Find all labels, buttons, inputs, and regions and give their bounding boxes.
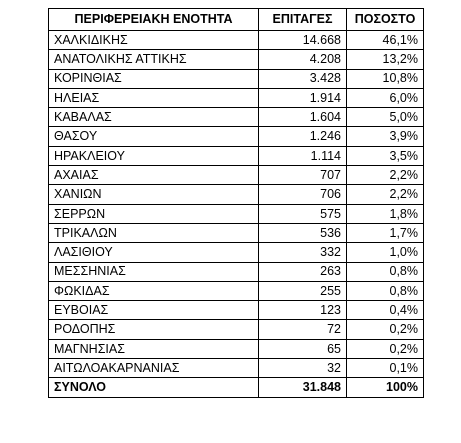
table-row	[49, 166, 424, 185]
table-row	[49, 185, 424, 204]
count-cell: 72	[259, 320, 347, 339]
total-row	[49, 378, 424, 397]
percent-cell: 1,7%	[347, 223, 424, 242]
total-percent: 100%	[347, 378, 424, 397]
table-row	[49, 262, 424, 281]
table-row	[49, 359, 424, 378]
region-cell: ΛΑΣΙΘΙΟΥ	[49, 243, 259, 262]
table-row	[49, 88, 424, 107]
count-cell: 1.114	[259, 146, 347, 165]
count-cell: 575	[259, 204, 347, 223]
count-cell: 123	[259, 301, 347, 320]
table-row	[49, 31, 424, 50]
table-row	[49, 108, 424, 127]
percent-cell: 1,8%	[347, 204, 424, 223]
region-cell: ΗΛΕΙΑΣ	[49, 88, 259, 107]
region-cell: ΡΟΔΟΠΗΣ	[49, 320, 259, 339]
table-row	[49, 50, 424, 69]
percent-cell: 0,8%	[347, 262, 424, 281]
table-row	[49, 69, 424, 88]
count-cell: 263	[259, 262, 347, 281]
count-cell: 14.668	[259, 31, 347, 50]
percent-cell: 0,2%	[347, 320, 424, 339]
region-cell: ΦΩΚΙΔΑΣ	[49, 281, 259, 300]
table-row	[49, 223, 424, 242]
percent-cell: 10,8%	[347, 69, 424, 88]
percent-cell: 6,0%	[347, 88, 424, 107]
table-row	[49, 243, 424, 262]
data-table	[48, 8, 424, 398]
region-cell: ΑΝΑΤΟΛΙΚΗΣ ΑΤΤΙΚΗΣ	[49, 50, 259, 69]
count-cell: 3.428	[259, 69, 347, 88]
percent-cell: 46,1%	[347, 31, 424, 50]
count-cell: 65	[259, 339, 347, 358]
percent-cell: 1,0%	[347, 243, 424, 262]
percent-cell: 0,2%	[347, 339, 424, 358]
region-cell: ΤΡΙΚΑΛΩΝ	[49, 223, 259, 242]
table-row	[49, 301, 424, 320]
total-label: ΣΥΝΟΛΟ	[49, 378, 259, 397]
count-cell: 707	[259, 166, 347, 185]
percent-cell: 0,4%	[347, 301, 424, 320]
count-cell: 1.246	[259, 127, 347, 146]
count-cell: 255	[259, 281, 347, 300]
count-cell: 32	[259, 359, 347, 378]
region-cell: ΣΕΡΡΩΝ	[49, 204, 259, 223]
region-cell: ΚΟΡΙΝΘΙΑΣ	[49, 69, 259, 88]
region-cell: ΜΕΣΣΗΝΙΑΣ	[49, 262, 259, 281]
count-cell: 332	[259, 243, 347, 262]
header-region: ΠΕΡΙΦΕΡΕΙΑΚΗ ΕΝΟΤΗΤΑ	[49, 9, 259, 31]
region-cell: ΗΡΑΚΛΕΙΟΥ	[49, 146, 259, 165]
percent-cell: 0,8%	[347, 281, 424, 300]
percent-cell: 13,2%	[347, 50, 424, 69]
count-cell: 706	[259, 185, 347, 204]
region-cell: ΑΙΤΩΛΟΑΚΑΡΝΑΝΙΑΣ	[49, 359, 259, 378]
percent-cell: 3,9%	[347, 127, 424, 146]
count-cell: 1.914	[259, 88, 347, 107]
header-percent: ΠΟΣΟΣΤΟ	[347, 9, 424, 31]
table-row	[49, 320, 424, 339]
region-cell: ΑΧΑΙΑΣ	[49, 166, 259, 185]
count-cell: 1.604	[259, 108, 347, 127]
table-row	[49, 339, 424, 358]
count-cell: 4.208	[259, 50, 347, 69]
table-row	[49, 281, 424, 300]
percent-cell: 5,0%	[347, 108, 424, 127]
percent-cell: 0,1%	[347, 359, 424, 378]
region-cell: ΧΑΝΙΩΝ	[49, 185, 259, 204]
header-row	[49, 9, 424, 31]
table-row	[49, 204, 424, 223]
percent-cell: 2,2%	[347, 166, 424, 185]
region-cell: ΕΥΒΟΙΑΣ	[49, 301, 259, 320]
region-cell: ΜΑΓΝΗΣΙΑΣ	[49, 339, 259, 358]
table-row	[49, 127, 424, 146]
percent-cell: 2,2%	[347, 185, 424, 204]
region-cell: ΚΑΒΑΛΑΣ	[49, 108, 259, 127]
table-row	[49, 146, 424, 165]
total-count: 31.848	[259, 378, 347, 397]
percent-cell: 3,5%	[347, 146, 424, 165]
header-count: ΕΠΙΤΑΓΕΣ	[259, 9, 347, 31]
region-cell: ΘΑΣΟΥ	[49, 127, 259, 146]
count-cell: 536	[259, 223, 347, 242]
region-cell: ΧΑΛΚΙΔΙΚΗΣ	[49, 31, 259, 50]
